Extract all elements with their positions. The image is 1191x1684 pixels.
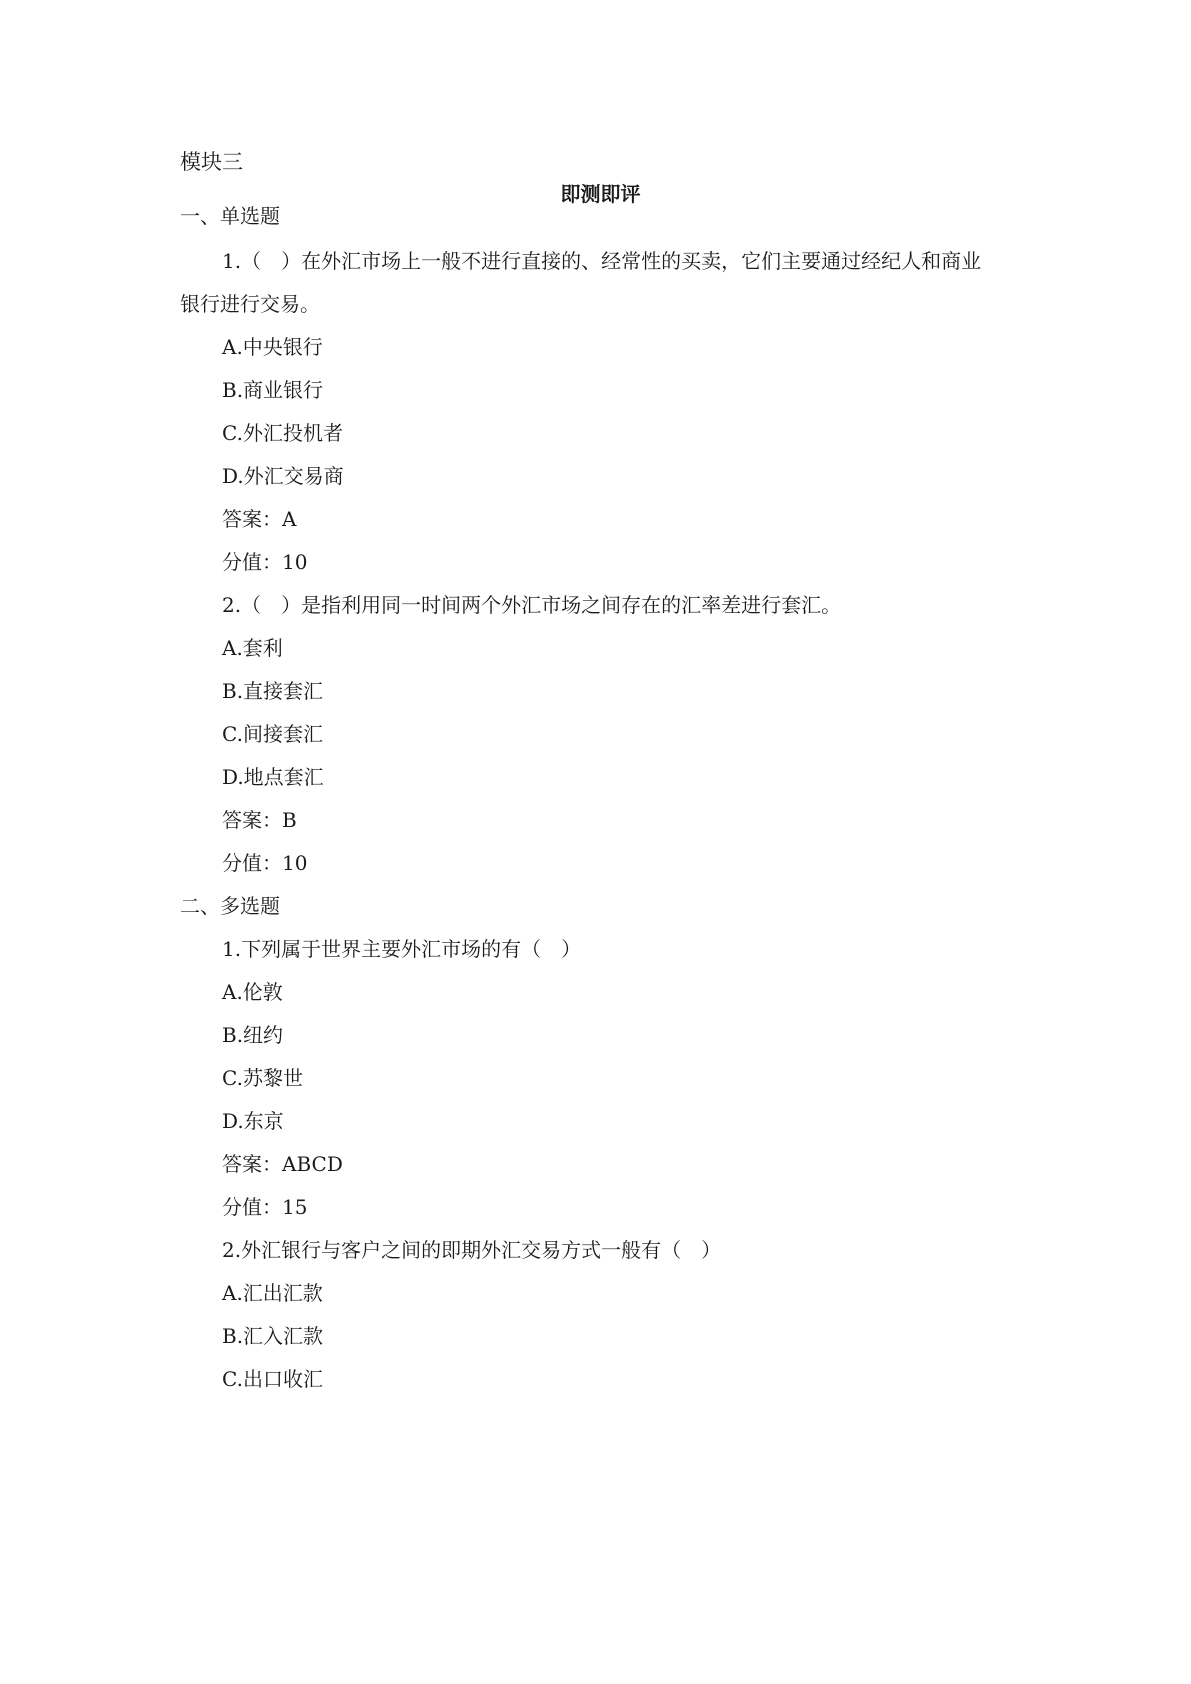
option-a: A.中央银行	[222, 335, 323, 359]
score-line: 分值：10	[222, 851, 308, 875]
option-b: B.汇入汇款	[222, 1324, 324, 1348]
option-d: D.东京	[222, 1109, 284, 1133]
answer-line: 答案：ABCD	[222, 1152, 343, 1176]
option-d: D.外汇交易商	[222, 464, 344, 488]
question-stem-continuation: 银行进行交易。	[180, 292, 320, 316]
option-c: C.苏黎世	[222, 1066, 303, 1090]
option-c: C.间接套汇	[222, 722, 323, 746]
score-line: 分值：10	[222, 550, 308, 574]
option-b: B.直接套汇	[222, 679, 324, 703]
option-c: C.外汇投机者	[222, 421, 343, 445]
option-a: A.伦敦	[222, 980, 283, 1004]
option-a: A.套利	[222, 636, 283, 660]
section-heading-single-choice: 一、单选题	[180, 204, 280, 228]
answer-line: 答案：B	[222, 808, 297, 832]
question-stem: 1.（ ）在外汇市场上一般不进行直接的、经常性的买卖，它们主要通过经纪人和商业	[222, 249, 982, 273]
question-stem: 1.下列属于世界主要外汇市场的有（ ）	[222, 937, 582, 961]
page-title: 即测即评	[560, 182, 641, 206]
question-stem: 2.（ ）是指利用同一时间两个外汇市场之间存在的汇率差进行套汇。	[222, 593, 842, 617]
option-c: C.出口收汇	[222, 1367, 323, 1391]
score-line: 分值：15	[222, 1195, 308, 1219]
option-b: B.纽约	[222, 1023, 284, 1047]
option-a: A.汇出汇款	[222, 1281, 323, 1305]
option-d: D.地点套汇	[222, 765, 324, 789]
section-heading-multiple-choice: 二、多选题	[180, 894, 280, 918]
answer-line: 答案：A	[222, 507, 297, 531]
module-label: 模块三	[180, 150, 243, 174]
question-stem: 2.外汇银行与客户之间的即期外汇交易方式一般有（ ）	[222, 1238, 722, 1262]
option-b: B.商业银行	[222, 378, 324, 402]
